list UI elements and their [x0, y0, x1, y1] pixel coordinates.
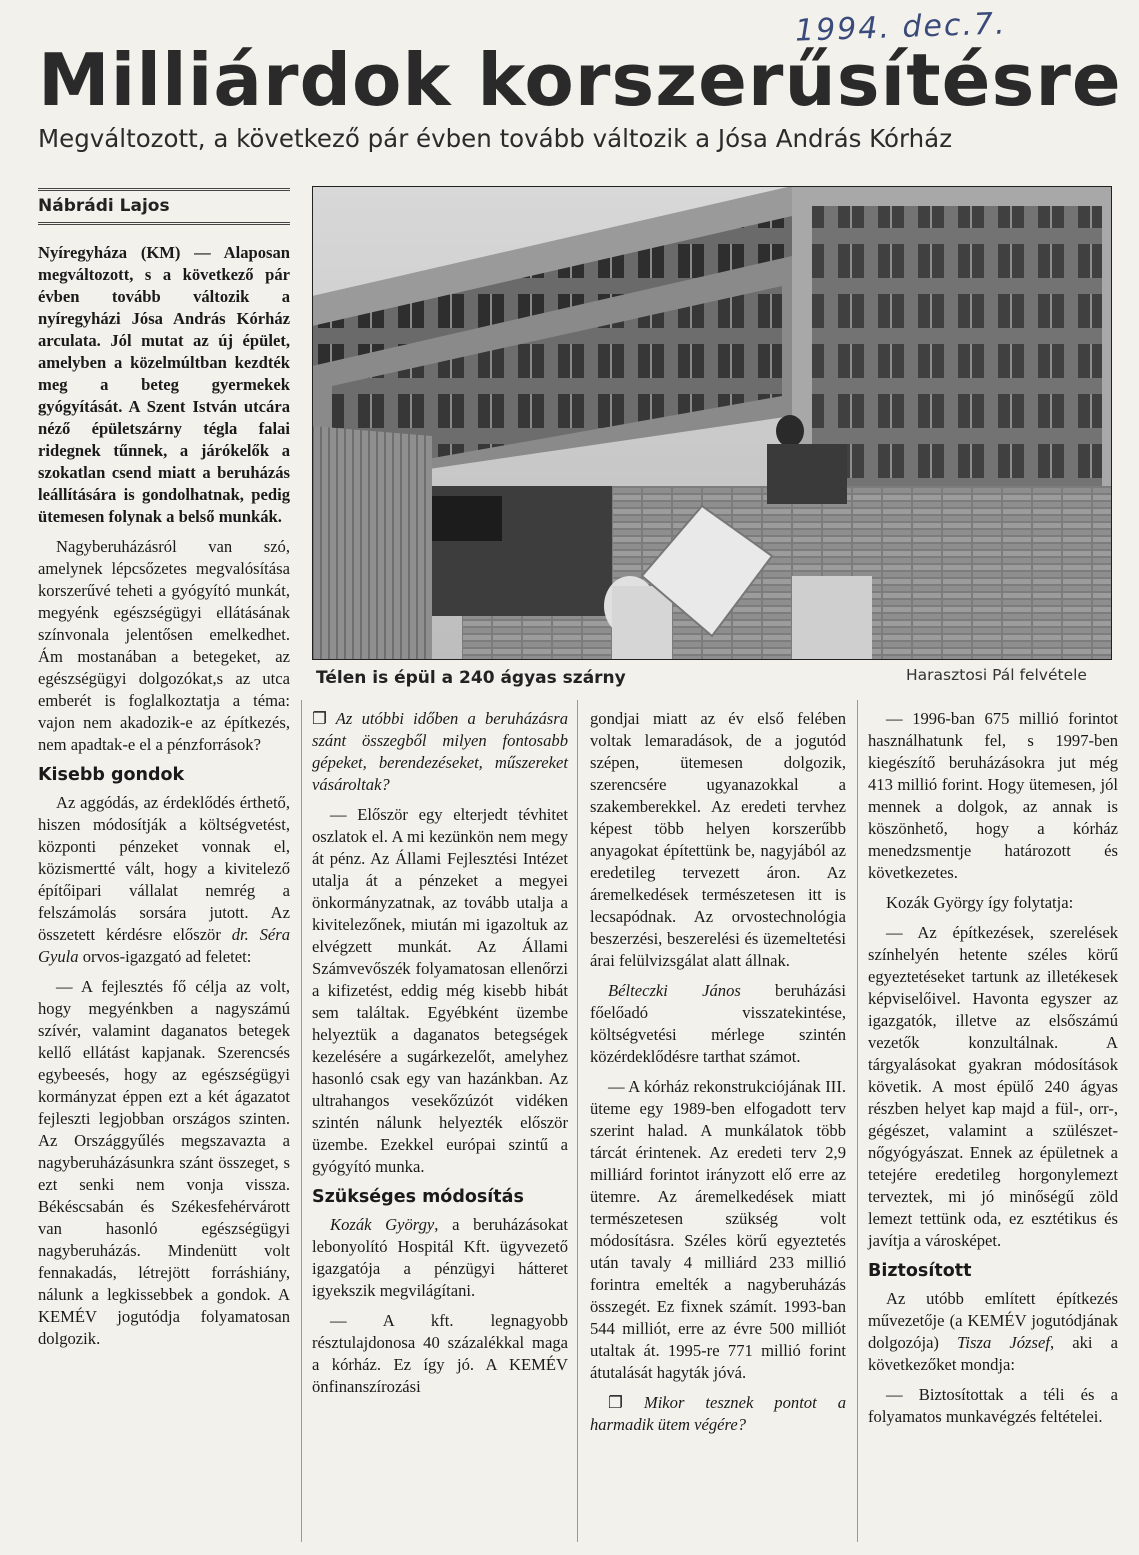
handwritten-date: 1994. dec.7.: [794, 6, 1008, 49]
paragraph: — 1996-ban 675 millió forintot használhatunk fel, s 1997-ben kiegészítő beruházásokra jut még 413 millió forint. Hogy ütemesen, jól mennek a dolgok, az annak is köszönhető, hogy a kórház menedzsmentje határozott és következetes.: [868, 709, 1118, 882]
person-name: Tisza József: [957, 1333, 1050, 1352]
paragraph: — Az építkezések, szerelések színhelyén hetente széles körű egyeztetéseket tartunk az illetékesek képviselőivel. Havonta egyszer az igazgatók, illetve az elsőszámú vezetők konzultálnak. A tárgyalásokat gyakran módosítások követik. A most épülő 240 ágyas részben helyet kap majd a fül-, orr-, gégészet, valamint a szülészet-nőgyógyászat. Ennek az épületnek a tetejére eredetileg horgonylemezt terveztek, mi jó minőségű zöld lemezt tettünk oda, ez esztétikus és javítja a városképet.: [868, 923, 1118, 1250]
question-text: Mikor tesznek pontot a harmadik ütem végére?: [590, 1393, 846, 1434]
text-span: Az utóbb említett építkezés művezetője (a KEMÉV jogutódjának dolgozója): [868, 1289, 1118, 1352]
paragraph: — Először egy elterjedt tévhitet oszlatok el. A mi kezünkön nem megy át pénz. Az Állami Fejlesztési Intézet utalja át a pénzeket a megyei önkormányzatnak, az tovább utalja a kivitelezőnek, miután mi igazoltuk az elvégzett munkát. Az Állami Számvevőszék folyamatosan ellenőrzi a kifizetést, eddig még kisebb hibát sem találtak. Egyébként üzembe helyeztük a daganatos betegségek kezelésére a sugárkezelőt, amelyhez hasonló csak egy van hazánkban. Az ultrahangos vesekőzúzót vidéken szintén nálunk helyezték először üzembe. Ezekkel európai szintű a gyógyító munka.: [312, 805, 568, 1176]
column-4: [868, 708, 1118, 1436]
person-name: dr. Séra Gyula: [38, 925, 290, 966]
column-rule-2: [577, 700, 578, 1542]
hospital-building-photo-icon: [312, 186, 1112, 660]
author-byline: Nábrádi Lajos: [38, 196, 170, 216]
paragraph: [38, 792, 290, 968]
photo-credit: Harasztosi Pál felvétele: [906, 666, 1087, 684]
paragraph: — A fejlesztés fő célja az volt, hogy megyénkben a nagyszámú szívér, valamint daganatos betegek kellő ellátást kapjanak. Szerencsés egybeesés, hogy az egészségügyi kormányzat éppen ezt a két ágazatot fejleszti legjobban országos szinten. Az Országgyűlés megszavazta a nagyberuházásunkra szánt összeget, s ezt senki nem vonja vissza. Békéscsabán és Székesfehérvárott van hasonló egészségügyi nagyberuházás. Mindenütt volt fennakadás, létrejött forráshiány, nálunk a legkissebbek a gondok. A KEMÉV jogutódja folyamatosan dolgozik.: [38, 977, 290, 1348]
lead-paragraph: Nyíregyháza (KM) — Alaposan megváltozott, s a következő pár évben tovább változik a nyíregyházi Jósa András Kórház arculata. Jól mutat az új épület, amelyben a közelmúltban kezdték meg a beteg gyermekek gyógyítását. A Szent István utcára néző épületszárny tégla falai ridegnek tűnnek, a járókelők a szokatlan csend miatt a beruházás leállítására is gondolhatnak, pedig ütemesen folynak a belső munkák.: [38, 243, 290, 526]
text-span: , a beruházásokat lebonyolító Hospitál Kft. ügyvezető igazgatója a pénzügyi hátteret igyekszik megvilágítani.: [312, 1215, 568, 1300]
photo-caption: Télen is épül a 240 ágyas szárny: [316, 668, 626, 688]
paragraph: — A kórház rekonstrukciójának III. üteme egy 1989-ben elfogadott terv szerint halad. A munkálatok több tárcát érintenek. Az eredeti terv 2,9 milliárd forintot irányzott elő erre az ütemre. Az áremelkedések miatt természetesen szükség volt módosításra. Széles körű egyeztetés után tavaly 4 milliárd 233 millió forintra emelték a nagyberuházás összegét. Ez fixnek számít. 1993-ban 544 milliót, erre az évre 500 milliót utaltak át. 1995-re 771 millió forint átutalását hagyták jóvá.: [590, 1077, 846, 1382]
column-2: [312, 708, 568, 1406]
column-3: [590, 708, 846, 1444]
text-span: , aki a következőket mondja:: [868, 1333, 1118, 1374]
headline: Milliárdok korszerűsítésre: [38, 38, 1122, 122]
author-rule-top: [38, 188, 290, 191]
paragraph: — Biztosítottak a téli és a folyamatos munkavégzés feltételei.: [868, 1385, 1118, 1426]
person-name: Bélteczki János: [608, 981, 741, 1000]
author-rule-bottom: [38, 222, 290, 225]
section-heading-biztositott: Biztosított: [868, 1261, 972, 1281]
column-1: [38, 242, 290, 1358]
interview-question: [312, 708, 568, 796]
text-span: Az aggódás, az érdeklődés érthető, hiszen módosítják a költségvetést, központi pénzeket vonnak el, közismertté vált, hogy a kivitelező építőipari vállalat nemrég a felszámolás sorsára jutott. Az összetett kérdésre először: [38, 793, 290, 944]
subheadline: Megváltozott, a következő pár évben tovább változik a Jósa András Kórház: [38, 124, 953, 153]
paragraph: — A kft. legnagyobb résztulajdonosa 40 százalékkal maga a kórház. Ez így jó. A KEMÉV önfinanszírozási: [312, 1311, 568, 1396]
question-text: Az utóbbi időben a beruházásra szánt összegből milyen fontosabb gépeket, berendezéseket, műszereket vásároltak?: [312, 709, 568, 794]
paragraph: gondjai miatt az év első felében voltak lemaradások, de a jogutód szépen, ütemesen dolgozik, szerencsére ugyanazokkal a szakemberekkel. Az eredeti tervhez képest több helyen korszerűbb anyagokat építettünk be, nagyjából az eredetileg tervezett áron. Az áremelkedések természetesen itt is lecsapódnak. Az orvostechnológia beszerzési, beszerelési és üzemeltetési árai felülvizsgálat alatt állnak.: [590, 709, 846, 970]
interview-question: [590, 1392, 846, 1436]
person-name: Kozák György: [330, 1215, 435, 1234]
text-span: orvos-igazgató ad feletet:: [78, 947, 252, 966]
column-rule-1: [301, 700, 302, 1542]
paragraph: [590, 980, 846, 1068]
section-heading-kisebb-gondok: Kisebb gondok: [38, 765, 185, 785]
question-box-icon: ❐: [608, 1393, 623, 1412]
paragraph: Kozák György így folytatja:: [886, 893, 1074, 912]
question-box-icon: ❐: [312, 709, 327, 728]
column-rule-3: [857, 700, 858, 1542]
paragraph: Nagyberuházásról van szó, amelynek lépcsőzetes megvalósítása korszerűvé teheti a gyógyító munkát, megyénk egészségügyi ellátásának színvonala jelentősen emelkedhet. Ám mostanában a betegeket, az egészségügyi dolgozókat,s az utca emberét is foglalkoztatja a téma: vajon nem akadozik-e az építkezés, nem apadtak-e el a pénzforrások?: [38, 537, 290, 754]
paragraph: [312, 1214, 568, 1302]
section-heading-szukseges-modositas: Szükséges módosítás: [312, 1187, 524, 1207]
construction-photo: [312, 186, 1112, 660]
text-span: beruházási főelőadó visszatekintése, költségvetési mérlege szintén közérdeklődésre tarthat számot.: [590, 981, 846, 1066]
paragraph: [868, 1288, 1118, 1376]
